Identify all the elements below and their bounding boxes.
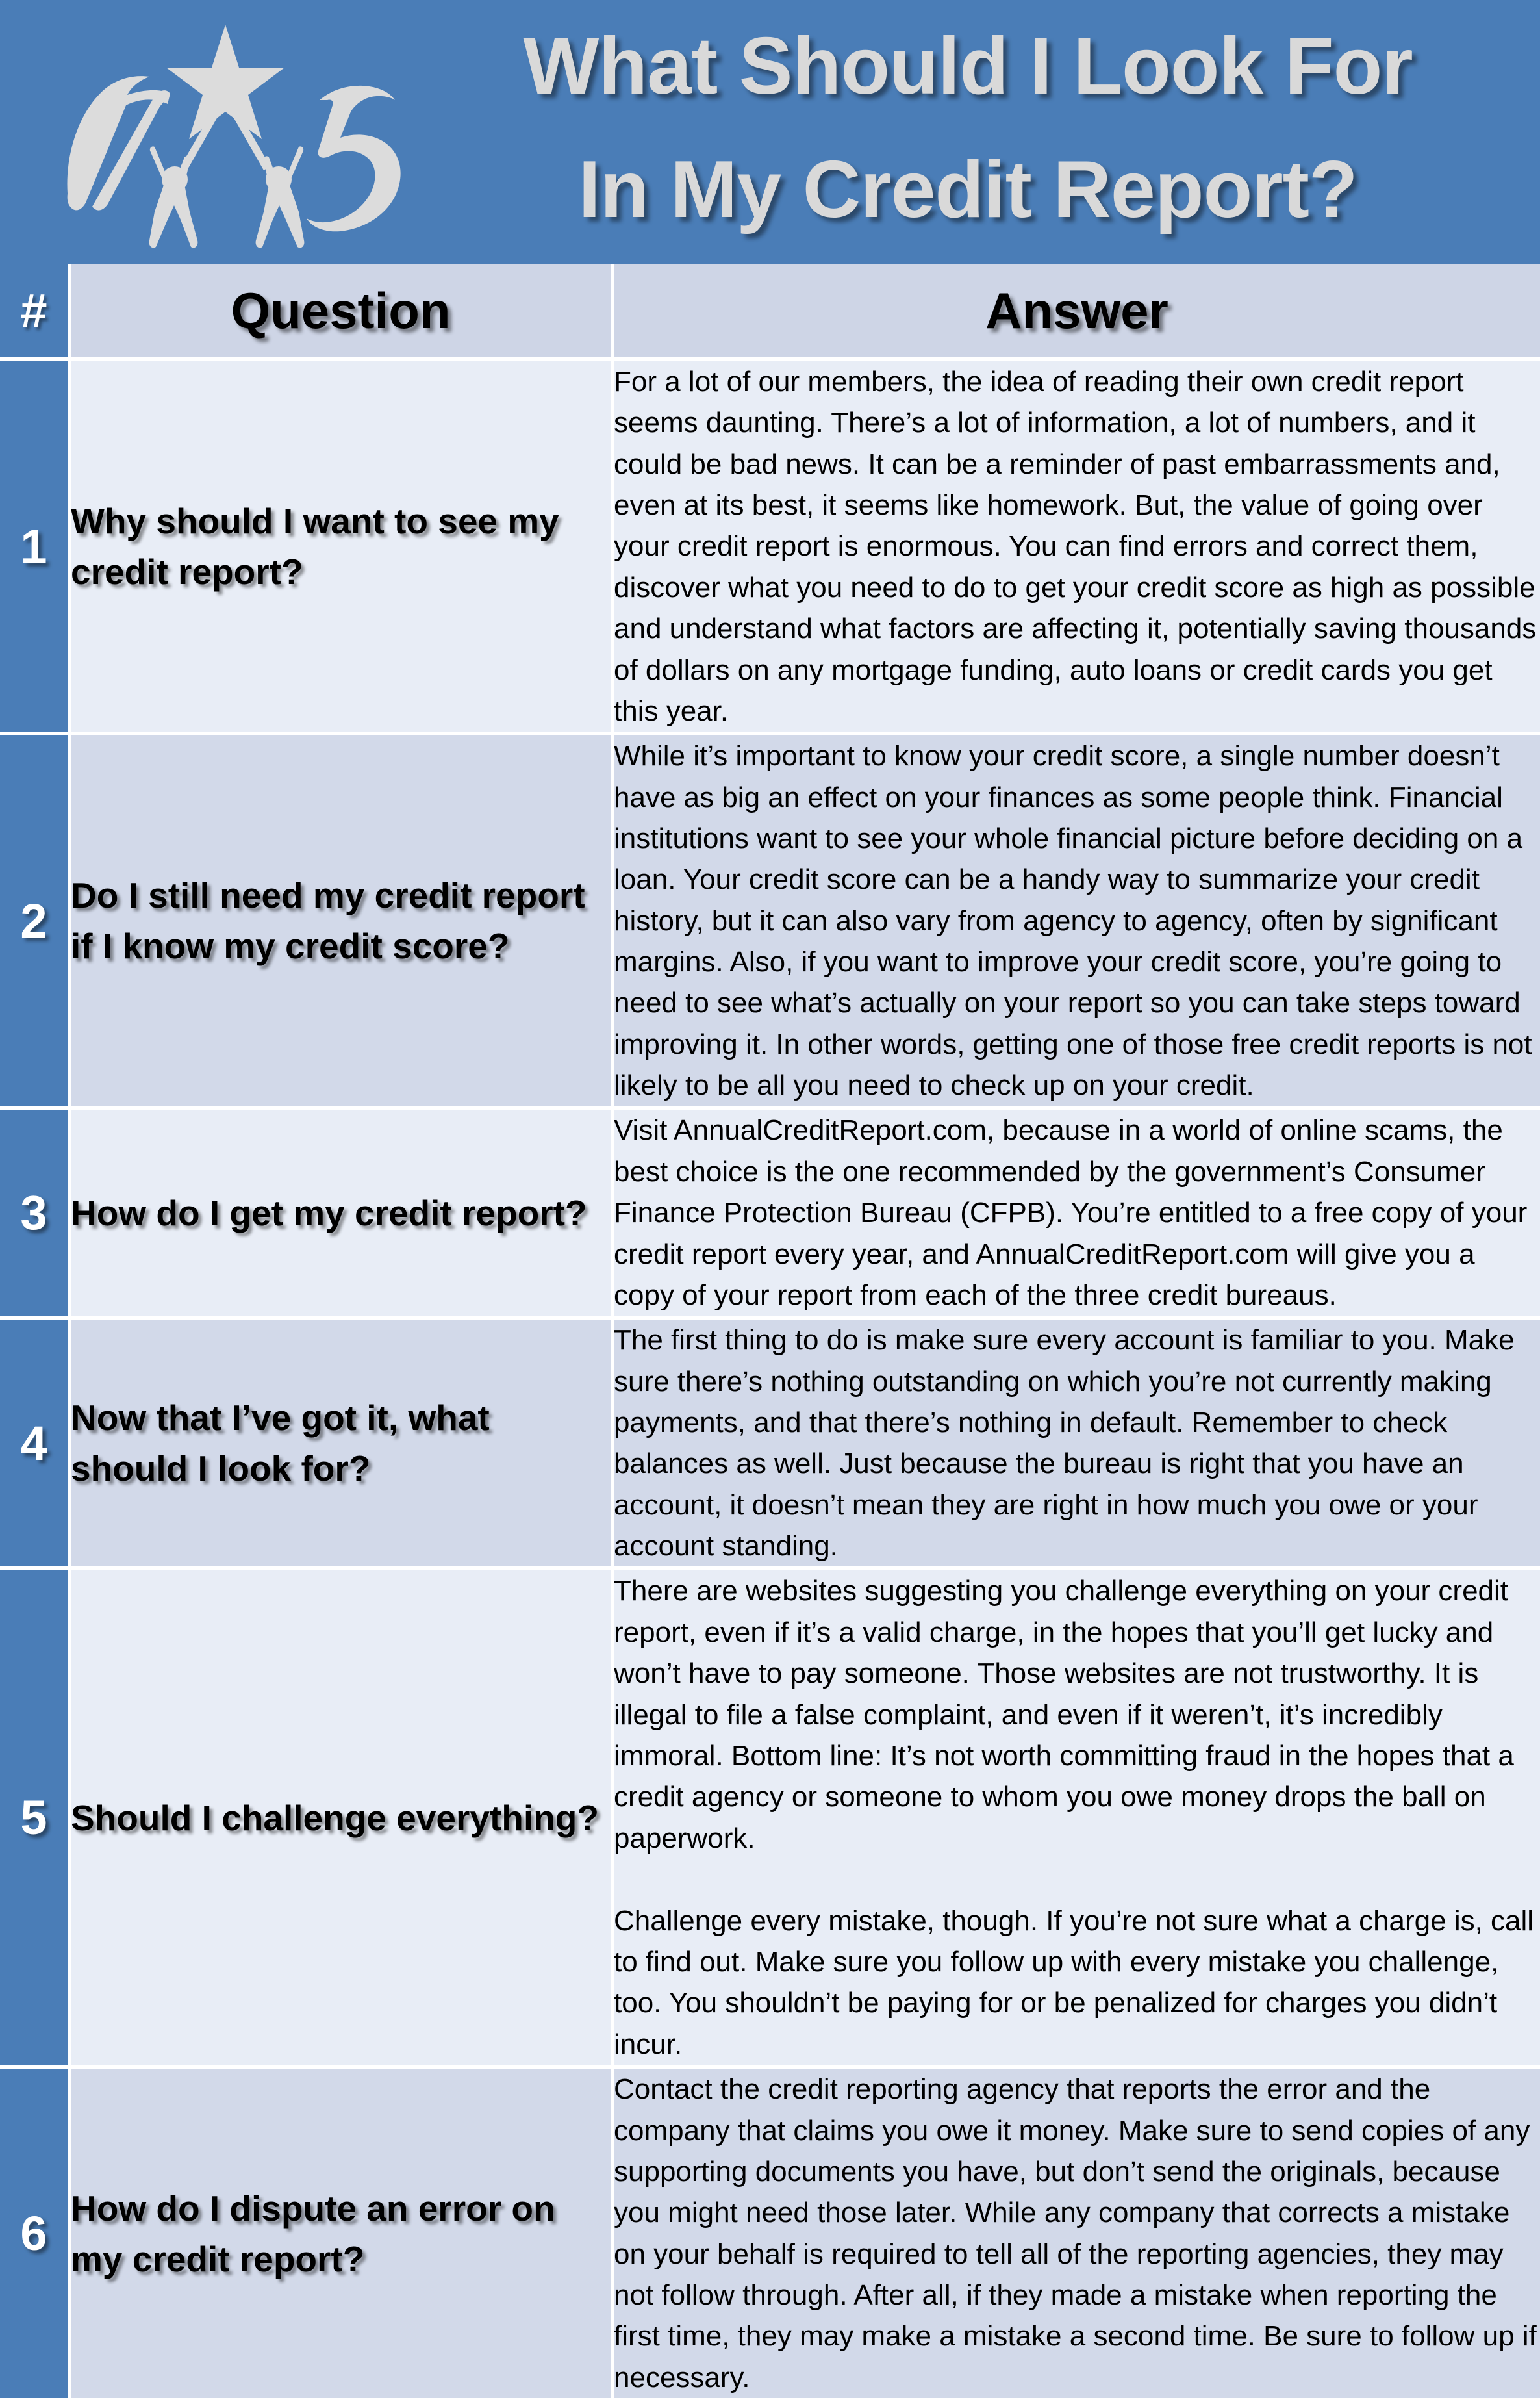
row-answer [611, 1320, 1540, 1570]
answer-paragraph: There are websites suggesting you challenge everything on your credit report, even if it’s a valid charge, in the hopes that you’ll get lucky and won’t have to pay someone. Those websites are not trustworthy. It is illegal to file a false complaint, and even if it weren’t, it’s incredibly immoral. Bottom line: It’s not worth committing fraud in the hopes that a credit agency or someone to whom you owe money drops the ball on paperwork. [614, 1575, 1514, 1854]
row-number: 4 [0, 1320, 68, 1570]
row-answer [611, 2069, 1540, 2402]
row-question: Do I still need my credit report if I know my credit score? [68, 735, 611, 1110]
row-question: Why should I want to see my credit report? [68, 361, 611, 735]
row-question: Should I challenge everything? [68, 1570, 611, 2069]
answer-paragraph: While it’s important to know your credit score, a single number doesn’t have as big an effect on your finances as some people think. Financial institutions want to see your whole financial picture before deciding on a loan. Your credit score can be a handy way to summarize your credit history, but it can also vary from agency to agency, often by significant margins. Also, if you want to improve your credit score, you’re going to need to see what’s actually on your report so you can take steps toward improving it. In other words, getting one of those free credit reports is not likely to be all you need to check up on your credit. [614, 740, 1532, 1102]
column-header-answer: Answer [611, 264, 1540, 361]
row-number: 2 [0, 735, 68, 1110]
table-row [0, 1110, 1540, 1320]
table-row [0, 361, 1540, 735]
row-answer [611, 735, 1540, 1110]
page-title [416, 5, 1520, 251]
row-question: How do I get my credit report? [68, 1110, 611, 1320]
table-row [0, 2069, 1540, 2402]
row-number: 5 [0, 1570, 68, 2069]
table-header-row [0, 264, 1540, 361]
row-question: Now that I’ve got it, what should I look for? [68, 1320, 611, 1570]
row-question: How do I dispute an error on my credit report? [68, 2069, 611, 2402]
page-header-banner [0, 0, 1540, 264]
row-answer [611, 1570, 1540, 2069]
answer-paragraph: Challenge every mistake, though. If you’re not sure what a charge is, call to find out. Make sure you follow up with every mistake you challenge, too. You shouldn’t be paying for or be penalized for charges you didn’t incur. [614, 1904, 1534, 2060]
table-row [0, 1320, 1540, 1570]
page-title-line-1: What Should I Look For [523, 21, 1413, 111]
answer-paragraph: Contact the credit reporting agency that reports the error and the company that claims you owe it money. Make sure to send copies of any supporting documents you have, but don’t send the originals, because you might need those later. While any company that corrects a mistake on your behalf is required to tell all of the reporting agencies, they may not follow through. After all, if they made a mistake when reporting the first time, they may make a mistake a second time. Be sure to follow up if necessary. [614, 2073, 1537, 2394]
column-header-number: # [0, 264, 68, 361]
row-number: 6 [0, 2069, 68, 2402]
seven-zero-zero-five-star-people-logo [40, 17, 410, 251]
page-title-line-2: In My Credit Report? [578, 144, 1357, 235]
faq-table [0, 264, 1540, 2402]
table-row [0, 1570, 1540, 2069]
answer-paragraph: For a lot of our members, the idea of reading their own credit report seems daunting. There’s a lot of information, a lot of numbers, and it could be bad news. It can be a reminder of past embarrassments and, even at its best, it seems like homework. But, the value of going over your credit report is enormous. You can find errors and correct them, discover what you need to do to get your credit score as high as possible and understand what factors are affecting it, potentially saving thousands of dollars on any mortgage funding, auto loans or credit cards you get this year. [614, 366, 1537, 727]
row-answer [611, 1110, 1540, 1320]
row-number: 3 [0, 1110, 68, 1320]
answer-paragraph: The first thing to do is make sure every account is familiar to you. Make sure there’s nothing outstanding on which you’re not currently making payments, and that there’s nothing in default. Remember to check balances as well. Just because the bureau is right that you have an account, it doesn’t mean they are right in how much you owe or your account standing. [614, 1324, 1515, 1563]
row-answer [611, 361, 1540, 735]
table-row [0, 735, 1540, 1110]
column-header-question: Question [68, 264, 611, 361]
answer-paragraph: Visit AnnualCreditReport.com, because in a world of online scams, the best choice is the one recommended by the government’s Consumer Finance Protection Bureau (CFPB). You’re entitled to a free copy of your credit report every year, and AnnualCreditReport.com will give you a copy of your report from each of the three credit bureaus. [614, 1114, 1528, 1311]
row-number: 1 [0, 361, 68, 735]
